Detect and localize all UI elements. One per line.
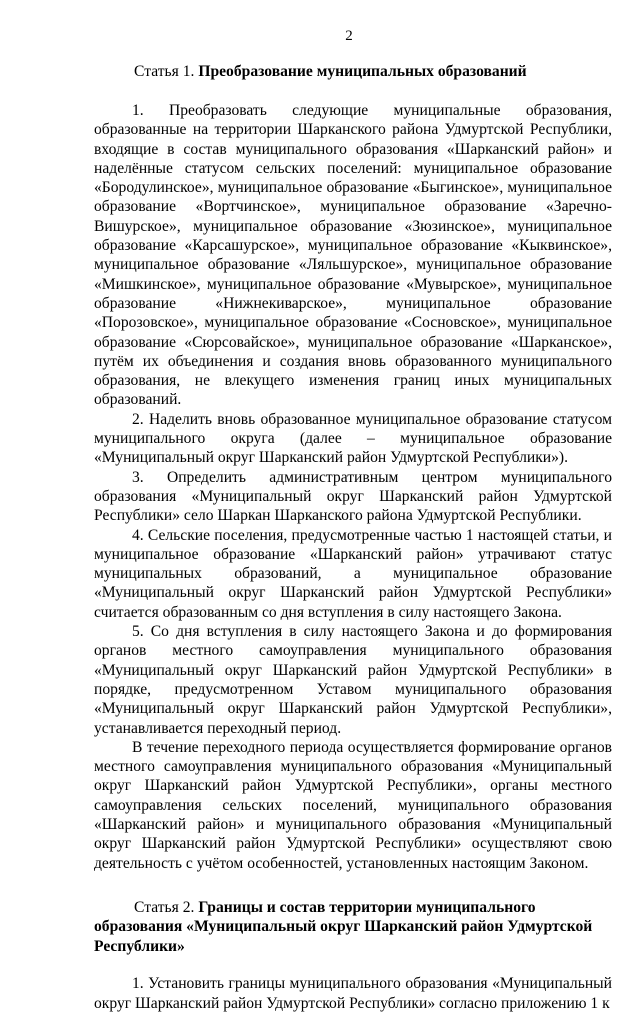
article-2-label: Статья 2.	[134, 898, 195, 916]
document-page	[94, 0, 612, 1013]
article-1-paragraph-5: 5. Со дня вступления в силу настоящего Закона и до формирования органов местного самоуправления муниципального образования «Муниципальный округ Шарканский район Удмуртской Республики» в порядке, предусмотренном Уставом муниципального образования «Муниципальный округ Шарканский район Удмуртской Республики», устанавливается переходный период.	[94, 623, 612, 737]
article-1-paragraph-3: 3. Определить административным центром муниципального образования «Муниципальный округ Шарканский район Удмуртской Республики» село Шаркан Шарканского района Удмуртской Республики.	[94, 468, 612, 525]
article-2-title: Границы и состав территории муниципального образования «Муниципальный округ Шарканский район Удмуртской Республики»	[94, 898, 593, 955]
article-1-paragraph-2: 2. Наделить вновь образованное муниципальное образование статусом муниципального округа (далее – муниципальное образование «Муниципальный округ Шарканский район Удмуртской Республики»).	[94, 410, 612, 467]
article-2-paragraph-1: 1. Установить границы муниципального образования «Муниципальный округ Шарканский район Удмуртской Республики» согласно приложению 1 к	[94, 975, 612, 1012]
page-number: 2	[345, 28, 353, 44]
article-1-paragraph-1: 1. Преобразовать следующие муниципальные образования, образованные на территории Шарканского района Удмуртской Республики, входящие в состав муниципального образования «Шарканский район» и наделённые статусом сельских поселений: муниципальное образование «Бородулинское», муниципальное образование «Быгинское», муниципальное образование «Вортчинское», муниципальное образование «Заречно-Вишурское», муниципальное образование «Зюзинское», муниципальное образование «Карсашурское», муниципальное образование «Кыквинское», муниципальное образование «Ляльшурское», муниципальное образование «Мишкинское», муниципальное образование «Мувырское», муниципальное образование «Нижнекиварское», муниципальное образование «Порозовское», муниципальное образование «Сосновское», муниципальное образование «Сюрсовайское», муниципальное образование «Шарканское», путём их объединения и создания вновь образованного муниципального образования, не влекущего изменения границ иных муниципальных образований.	[94, 102, 612, 409]
article-2-heading	[94, 898, 612, 957]
article-1-title: Преобразование муниципальных образований	[198, 63, 527, 80]
article-1-paragraph-4: 4. Сельские поселения, предусмотренные частью 1 настоящей статьи, и муниципальное образование «Шарканский район» утрачивают статус муниципальных образований, а муниципальное образование «Муниципальный округ Шарканский район Удмуртской Республики» считается образованным со дня вступления в силу настоящего Закона.	[94, 526, 612, 621]
article-1-label: Статья 1.	[134, 63, 195, 80]
article-1-heading	[94, 62, 612, 82]
article-1-paragraph-6: В течение переходного периода осуществляется формирование органов местного самоуправления муниципального образования «Муниципальный округ Шарканский район Удмуртской Республики», органы местного самоуправления сельских поселений, муниципального образования «Шарканский район» и муниципального образования «Муниципальный округ Шарканский район Удмуртской Республики» осуществляют свою деятельность с учётом особенностей, установленных настоящим Законом.	[94, 738, 612, 872]
